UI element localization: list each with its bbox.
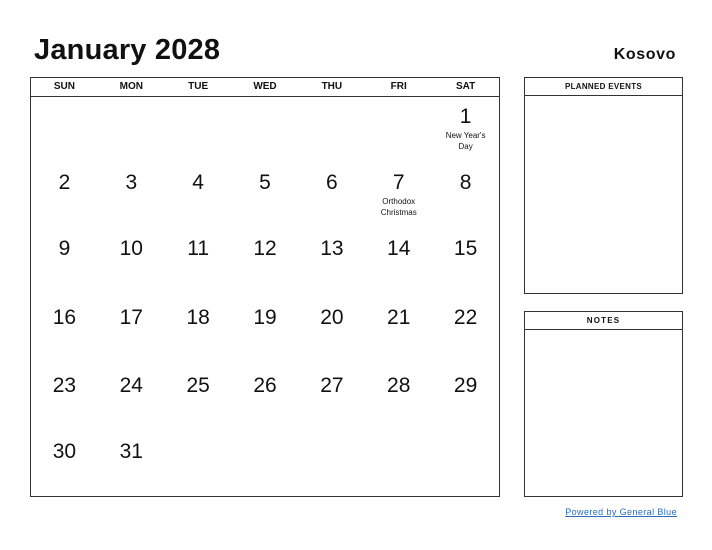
day-number xyxy=(432,432,499,440)
dow-sat: SAT xyxy=(455,81,476,92)
day-number: 28 xyxy=(387,374,411,397)
calendar-empty-cell xyxy=(365,432,432,495)
day-number xyxy=(298,97,365,105)
day-number: 5 xyxy=(259,171,271,194)
calendar-day-cell xyxy=(298,229,365,298)
dow-tue: TUE xyxy=(188,81,209,92)
calendar-day-cell xyxy=(432,298,499,366)
calendar-day-cell xyxy=(432,366,499,432)
day-number: 31 xyxy=(119,440,143,463)
day-number: 17 xyxy=(119,306,143,329)
calendar-day-cell xyxy=(98,229,165,298)
calendar-empty-cell xyxy=(31,97,98,163)
day-number: 8 xyxy=(459,171,472,194)
calendar-week-row xyxy=(31,298,499,366)
day-number: 25 xyxy=(186,374,210,397)
day-number: 16 xyxy=(52,306,77,329)
calendar-week-row xyxy=(31,229,499,298)
calendar-day-cell xyxy=(165,366,232,432)
day-number: 21 xyxy=(387,306,411,329)
day-number: 2 xyxy=(58,171,71,194)
calendar-empty-cell xyxy=(232,97,299,163)
calendar-day-cell xyxy=(232,298,299,366)
calendar-week-row xyxy=(31,97,499,163)
day-number xyxy=(298,432,365,440)
dow-thu: THU xyxy=(321,81,343,92)
notes-panel xyxy=(524,311,683,497)
calendar-day-cell xyxy=(298,366,365,432)
calendar-day-cell xyxy=(165,229,232,298)
day-number: 9 xyxy=(58,237,71,260)
calendar-day-cell xyxy=(31,366,98,432)
calendar-day-cell xyxy=(165,163,232,229)
day-number: 7 xyxy=(392,171,405,194)
calendar-empty-cell xyxy=(298,432,365,495)
calendar-day-cell xyxy=(432,97,499,163)
day-number xyxy=(232,432,299,440)
calendar-day-cell xyxy=(232,163,299,229)
calendar-day-cell xyxy=(365,298,432,366)
calendar-day-cell xyxy=(365,229,432,298)
calendar-day-cell xyxy=(432,229,499,298)
day-number: 27 xyxy=(320,374,344,397)
day-number: 6 xyxy=(326,171,338,194)
calendar-weeks xyxy=(31,97,499,495)
calendar-day-cell xyxy=(432,163,499,229)
calendar-week-row xyxy=(31,432,499,495)
calendar-day-cell xyxy=(165,298,232,366)
calendar-empty-cell xyxy=(298,97,365,163)
calendar-day-cell xyxy=(298,163,365,229)
day-number: 30 xyxy=(52,440,77,463)
day-number: 3 xyxy=(125,171,138,194)
day-number: 22 xyxy=(453,306,478,329)
day-number xyxy=(165,432,232,440)
dow-mon: MON xyxy=(119,81,143,92)
day-number: 20 xyxy=(320,306,344,329)
calendar-week-row xyxy=(31,163,499,229)
holiday-label: Orthodox Christmas xyxy=(380,197,417,217)
calendar-day-cell xyxy=(365,163,432,229)
calendar-day-cell xyxy=(98,366,165,432)
holiday-label: New Year's Day xyxy=(445,131,486,151)
powered-by-link[interactable]: Powered by General Blue xyxy=(565,507,677,517)
calendar-day-cell xyxy=(298,298,365,366)
day-of-week-header xyxy=(31,78,499,97)
calendar-day-cell xyxy=(31,229,98,298)
calendar-week-row xyxy=(31,366,499,432)
day-number: 12 xyxy=(253,237,277,260)
day-number xyxy=(98,97,165,105)
day-number: 10 xyxy=(119,237,143,260)
day-number xyxy=(365,432,432,440)
day-number xyxy=(232,97,299,105)
planned-events-title: PLANNED EVENTS xyxy=(525,78,682,96)
day-number: 24 xyxy=(119,374,143,397)
dow-sun: SUN xyxy=(53,81,75,92)
calendar-day-cell xyxy=(365,366,432,432)
day-number: 15 xyxy=(453,237,478,260)
day-number xyxy=(365,97,432,105)
calendar-day-cell xyxy=(98,163,165,229)
day-number: 11 xyxy=(187,237,210,260)
calendar-empty-cell xyxy=(232,432,299,495)
day-number: 4 xyxy=(192,171,204,194)
day-number: 13 xyxy=(320,237,344,260)
calendar-empty-cell xyxy=(165,97,232,163)
calendar-empty-cell xyxy=(432,432,499,495)
calendar-day-cell xyxy=(31,163,98,229)
day-number: 19 xyxy=(253,306,277,329)
calendar-empty-cell xyxy=(365,97,432,163)
day-number: 26 xyxy=(253,374,277,397)
day-number: 23 xyxy=(52,374,77,397)
calendar-day-cell xyxy=(31,432,98,495)
dow-wed: WED xyxy=(253,81,277,92)
calendar-empty-cell xyxy=(165,432,232,495)
day-number: 18 xyxy=(186,306,210,329)
calendar-day-cell xyxy=(232,366,299,432)
notes-title: NOTES xyxy=(525,312,682,330)
day-number: 14 xyxy=(387,237,411,260)
day-number: 1 xyxy=(459,105,472,128)
calendar-day-cell xyxy=(98,298,165,366)
calendar-day-cell xyxy=(232,229,299,298)
planned-events-panel xyxy=(524,77,683,294)
calendar-empty-cell xyxy=(98,97,165,163)
calendar-grid xyxy=(30,77,500,497)
dow-fri: FRI xyxy=(390,81,407,92)
calendar-day-cell xyxy=(98,432,165,495)
day-number: 29 xyxy=(453,374,478,397)
calendar-day-cell xyxy=(31,298,98,366)
day-number xyxy=(165,97,232,105)
page-title: January 2028 xyxy=(34,34,221,66)
day-number xyxy=(31,97,98,105)
country-label: Kosovo xyxy=(613,46,676,63)
